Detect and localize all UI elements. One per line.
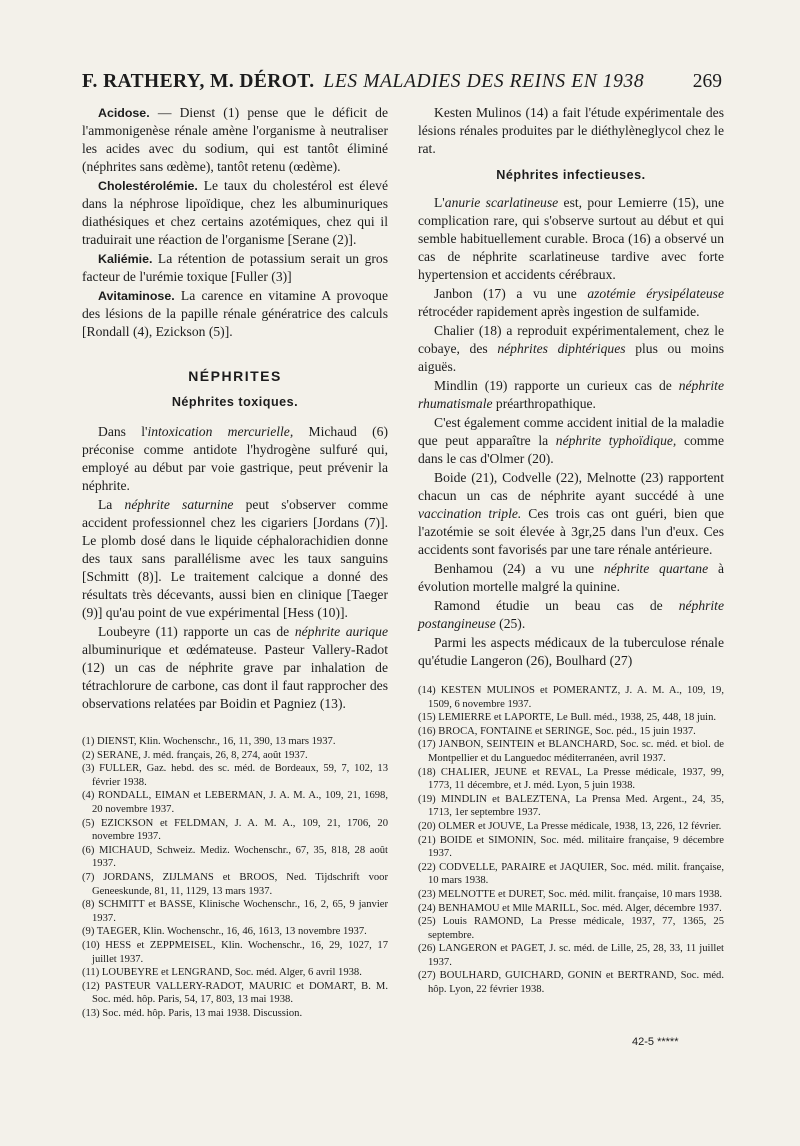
right-column: [418, 104, 724, 997]
paragraph: La néphrite saturnine peut s'observer comme accident professionnel chez les cigariers [Jordans (7)]. Le plomb dosé dans le liquide céphalorachidien donne des taux sans parallélisme avec les taux sanguins [Schmitt (8)]. Le traitement calcique a donné des résultats très décevants, aussi bien en clinique [Taeger (9)] qu'au point de vue expérimental [Hess (10)].: [82, 497, 388, 620]
paragraph: Kesten Mulinos (14) a fait l'étude expérimentale des lésions rénales produites par le diéthylèneglycol chez le rat.: [418, 105, 724, 156]
footnote: (4) RONDALL, EIMAN et LEBERMAN, J. A. M. A., 109, 21, 1698, 20 novembre 1937.: [82, 790, 388, 815]
footnote: (5) EZICKSON et FELDMAN, J. A. M. A., 109, 21, 1706, 20 novembre 1937.: [82, 817, 388, 843]
paragraph-avitaminose: Avitaminose. La carence en vitamine A provoque des lésions de la papille rénale génératrice des calculs [Rondall (4), Ezickson (5)].: [82, 288, 388, 339]
footnote: (21) BOIDE et SIMONIN, Soc. méd. militaire française, 9 décembre 1937.: [418, 834, 724, 860]
paragraph: Loubeyre (11) rapporte un cas de néphrite aurique albuminurique et œdémateuse. Pasteur Vallery-Radot (12) un cas de néphrite grave par inhalation de tétrachlorure de carbone, cas dont il faut rapprocher des observations relatées par Boidin et Pagniez (13).: [82, 624, 388, 711]
footnote: (25) Louis RAMOND, La Presse médicale, 1937, 77, 1365, 25 septembre.: [418, 916, 724, 941]
footnote: (3) FULLER, Gaz. hebd. des sc. méd. de Bordeaux, 59, 7, 102, 13 février 1938.: [82, 763, 388, 788]
subsection-heading: Néphrites toxiques.: [171, 395, 299, 409]
printer-folio: 42-5 *****: [632, 1036, 679, 1048]
paragraph-kaliemie: Kaliémie. La rétention de potassium serait un gros facteur de l'urémie toxique [Fuller (3)]: [82, 251, 388, 284]
footnote: (18) CHALIER, JEUNE et REVAL, La Presse médicale, 1937, 99, 1773, 11 décembre, et J. méd. Lyon, 5 juin 1938.: [418, 766, 724, 792]
run-in-heading: Avitaminose.: [98, 289, 175, 303]
paragraph: Ramond étudie un beau cas de néphrite postangineuse (25).: [418, 598, 724, 631]
run-in-heading: Acidose.: [98, 106, 150, 120]
footnote: (10) HESS et ZEPPMEISEL, Klin. Wochenschr., 16, 29, 1027, 17 juillet 1937.: [82, 939, 388, 965]
footnote: (26) LANGERON et PAGET, J. sc. méd. de Lille, 25, 28, 33, 11 juillet 1937.: [418, 943, 724, 968]
footnote: (11) LOUBEYRE et LENGRAND, Soc. méd. Alger, 6 avril 1938.: [82, 967, 362, 979]
left-column: [82, 104, 388, 1020]
running-header: [82, 70, 722, 94]
footnote: (9) TAEGER, Klin. Wochenschr., 16, 46, 1613, 13 novembre 1937.: [82, 926, 367, 938]
footnote: (19) MINDLIN et BALEZTENA, La Prensa Med. Argent., 24, 35, 1713, 1er septembre 1937.: [418, 793, 724, 819]
footnote: (23) MELNOTTE et DURET, Soc. méd. milit. française, 10 mars 1938.: [418, 888, 723, 900]
paragraph: Parmi les aspects médicaux de la tuberculose rénale qu'étudie Langeron (26), Boulhard (27): [418, 635, 724, 668]
footnote: (27) BOULHARD, GUICHARD, GONIN et BERTRAND, Soc. méd. hôp. Lyon, 22 février 1938.: [418, 970, 724, 996]
footnote: (20) OLMER et JOUVE, La Presse médicale, 1938, 13, 226, 12 février.: [418, 820, 722, 832]
footnote: (7) JORDANS, ZIJLMANS et BROOS, Ned. Tijdschrift voor Geneeskunde, 81, 11, 1129, 13 mars 1937.: [82, 871, 388, 897]
footnote: (8) SCHMITT et BASSE, Klinische Wochenschr., 16, 2, 65, 9 janvier 1937.: [82, 899, 388, 924]
footnote: (6) MICHAUD, Schweiz. Mediz. Wochenschr., 67, 35, 818, 28 août 1937.: [82, 844, 388, 870]
paragraph: Dans l'intoxication mercurielle, Michaud (6) préconise comme antidote l'hydrogène sulfuré qui, employé au début par voie gastrique, peut prévenir la néphrite.: [82, 424, 388, 493]
footnotes: [418, 684, 724, 997]
paragraph-acidose: Acidose. — Dienst (1) pense que le déficit de l'ammonigenèse rénale amène l'organisme à neutraliser les acides avec du sodium, qui est tantôt éliminé (néphrites sans œdème), tantôt retenu (œdème).: [82, 105, 388, 174]
header-authors: F. RATHERY, M. DÉROT.: [82, 71, 315, 92]
paragraph: Janbon (17) a vu une azotémie érysipélateuse rétrocéder rapidement après ingestion de sulfamide.: [418, 286, 725, 319]
run-in-heading: Cholestérolémie.: [98, 179, 198, 193]
footnote: (13) Soc. méd. hôp. Paris, 13 mai 1938. Discussion.: [82, 1007, 303, 1019]
footnote: (1) DIENST, Klin. Wochenschr., 16, 11, 390, 13 mars 1937.: [82, 736, 336, 747]
paragraph: L'anurie scarlatineuse est, pour Lemierre (15), une complication rare, qui s'observe surtout au début et qui semble habituellement curable. Broca (16) a observé un cas de néphrite scarlatineuse tardive avec forte hypertension et accidents cérébraux.: [418, 195, 724, 282]
paragraph: Benhamou (24) a vu une néphrite quartane à évolution mortelle malgré la quinine.: [418, 561, 724, 594]
footnote: (2) SERANE, J. méd. français, 26, 8, 274, août 1937.: [82, 749, 308, 761]
header-title: LES MALADIES DES REINS EN 1938: [323, 71, 645, 92]
paragraph-cholesterolemie: Cholestérolémie. Le taux du cholestérol est élevé dans la néphrose lipoïdique, chez les albuminuriques diathésiques et chez certains azotémiques, chez qui il traduirait une réaction de l'organisme [Serane (2)].: [82, 178, 388, 247]
paragraph: C'est également comme accident initial de la maladie que peut apparaître la néphrite typhoïdique, comme dans le cas d'Olmer (20).: [418, 415, 724, 466]
run-in-heading: Kaliémie.: [98, 252, 153, 266]
footnote: (12) PASTEUR VALLERY-RADOT, MAURIC et DOMART, B. M. Soc. méd. hôp. Paris, 54, 17, 803, 13 mai 1938.: [82, 980, 388, 1006]
paragraph: Mindlin (19) rapporte un curieux cas de néphrite rhumatismale préarthropathique.: [418, 378, 724, 411]
paragraph: Boide (21), Codvelle (22), Melnotte (23) rapportent chacun un cas de néphrite ayant succédé à une vaccination triple. Ces trois cas ont guéri, bien que l'azotémie se soit élevée à 3gr,25 dans l'un d'eux. Ces accidents sont favorisés par une tare rénale antérieure.: [418, 470, 724, 557]
footnote: (16) BROCA, FONTAINE et SERINGE, Soc. péd., 15 juin 1937.: [418, 725, 696, 737]
footnote: (22) CODVELLE, PARAIRE et JAQUIER, Soc. méd. milit. française, 10 mars 1938.: [418, 861, 724, 887]
subsection-heading: Néphrites infectieuses.: [496, 168, 646, 182]
footnote: (15) LEMIERRE et LAPORTE, Le Bull. méd., 1938, 25, 448, 18 juin.: [418, 712, 717, 724]
page-number: 269: [692, 71, 722, 92]
footnote: (14) KESTEN MULINOS et POMERANTZ, J. A. M. A., 109, 19, 1509, 6 novembre 1937.: [418, 685, 724, 710]
footnotes: [82, 735, 388, 1020]
section-heading: NÉPHRITES: [188, 368, 282, 384]
paragraph: Chalier (18) a reproduit expérimentalement, chez le cobaye, des néphrites diphtériques plus ou moins aiguës.: [418, 323, 725, 374]
footnote: (17) JANBON, SEINTEIN et BLANCHARD, Soc. sc. méd. et biol. de Montpellier et du Languedoc méditerranéen, avril 1937.: [418, 739, 724, 764]
footnote: (24) BENHAMOU et Mlle MARILL, Soc. méd. Alger, décembre 1937.: [418, 902, 722, 914]
